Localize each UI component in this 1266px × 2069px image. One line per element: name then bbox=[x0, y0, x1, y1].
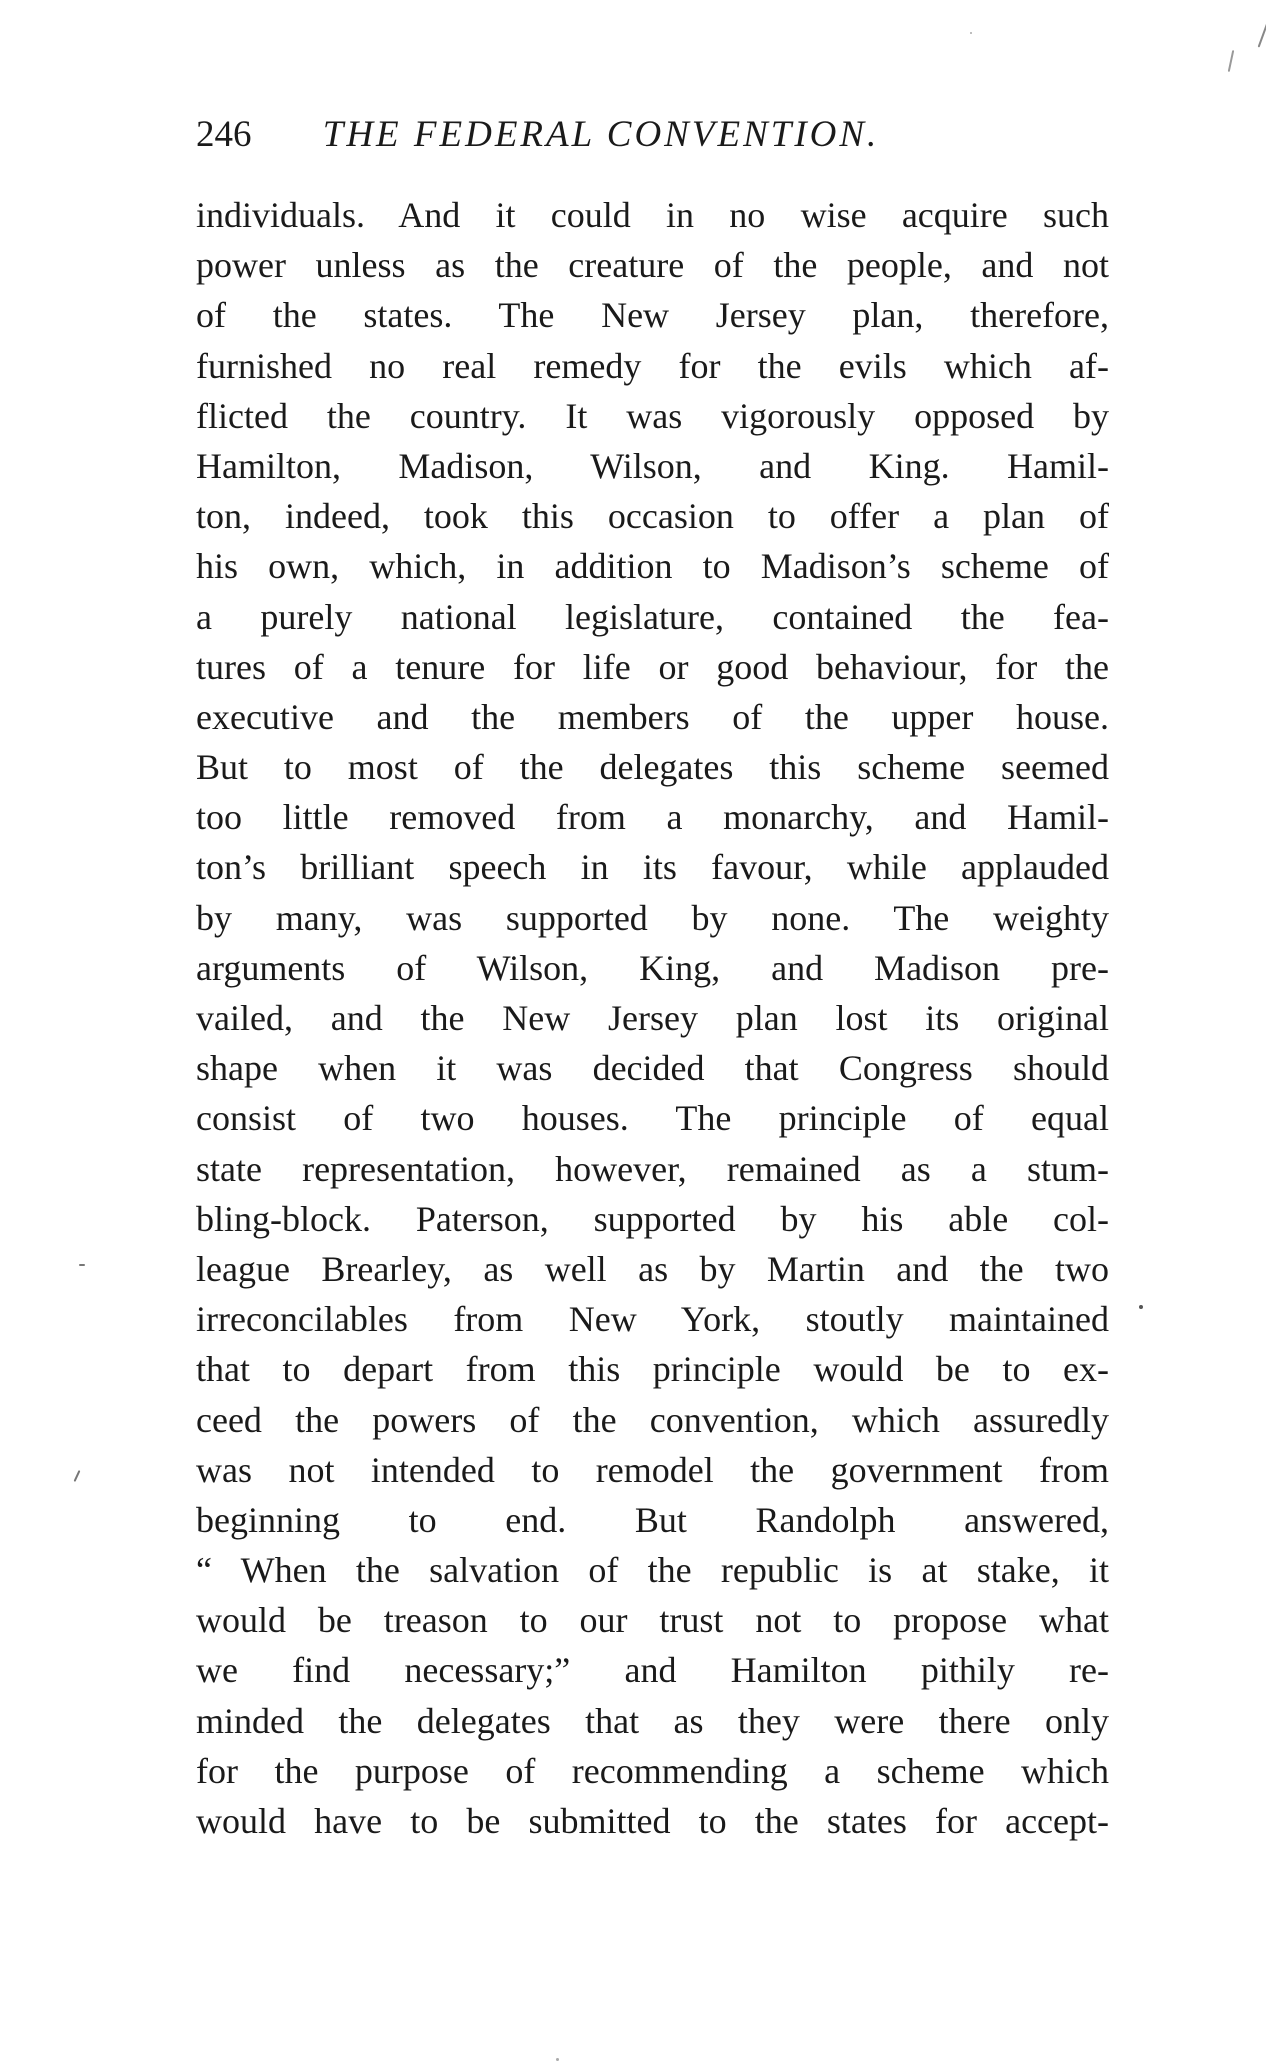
text-line: “ When the salvation of the republic is at stake, it bbox=[196, 1550, 1109, 1591]
text-line: flicted the country. It was vigorously opposed by bbox=[196, 395, 1109, 436]
scan-speck bbox=[1139, 1305, 1143, 1309]
text-line: state representation, however, remained as a stum- bbox=[196, 1148, 1109, 1189]
scan-speck bbox=[556, 2058, 559, 2061]
text-line: irreconcilables from New York, stoutly maintained bbox=[196, 1299, 1109, 1340]
text-line: But to most of the delegates this scheme seemed bbox=[196, 747, 1109, 788]
text-line: would have to be submitted to the states for accept- bbox=[196, 1801, 1109, 1841]
scan-speck bbox=[74, 1470, 81, 1482]
text-line: was not intended to remodel the government from bbox=[196, 1449, 1109, 1490]
text-line: consist of two houses. The principle of equal bbox=[196, 1098, 1109, 1139]
text-line: beginning to end. But Randolph answered, bbox=[196, 1499, 1109, 1540]
text-line: ton, indeed, took this occasion to offer a plan of bbox=[196, 496, 1109, 537]
text-line: shape when it was decided that Congress should bbox=[196, 1048, 1109, 1089]
text-line: ton’s brilliant speech in its favour, while applauded bbox=[196, 847, 1109, 888]
text-line: minded the delegates that as they were there only bbox=[196, 1700, 1109, 1741]
running-head bbox=[196, 110, 1096, 160]
text-line: Hamilton, Madison, Wilson, and King. Hamil- bbox=[196, 445, 1109, 486]
text-line: individuals. And it could in no wise acquire such bbox=[196, 195, 1109, 235]
scan-speck bbox=[1258, 22, 1266, 47]
text-line: we find necessary;” and Hamilton pithily re- bbox=[196, 1650, 1109, 1691]
text-line: ceed the powers of the convention, which assuredly bbox=[196, 1399, 1109, 1440]
text-line: tures of a tenure for life or good behaviour, for the bbox=[196, 646, 1109, 687]
text-line: for the purpose of recommending a scheme which bbox=[196, 1750, 1109, 1791]
body-text bbox=[196, 190, 1109, 1846]
text-line: a purely national legislature, contained the fea- bbox=[196, 596, 1109, 637]
scan-speck bbox=[1228, 50, 1235, 72]
scan-speck bbox=[79, 1264, 85, 1266]
scan-speck bbox=[970, 32, 972, 34]
text-line: too little removed from a monarchy, and Hamil- bbox=[196, 797, 1109, 838]
text-line: power unless as the creature of the people, and not bbox=[196, 245, 1109, 286]
text-line: by many, was supported by none. The weighty bbox=[196, 897, 1109, 938]
text-line: bling-block. Paterson, supported by his able col- bbox=[196, 1198, 1109, 1239]
text-line: his own, which, in addition to Madison’s scheme of bbox=[196, 546, 1109, 587]
text-line: league Brearley, as well as by Martin and the two bbox=[196, 1248, 1109, 1289]
text-line: that to depart from this principle would be to ex- bbox=[196, 1349, 1109, 1390]
page-number: 246 bbox=[196, 114, 252, 155]
text-line: furnished no real remedy for the evils which af- bbox=[196, 345, 1109, 386]
text-line: executive and the members of the upper house. bbox=[196, 696, 1109, 737]
text-line: of the states. The New Jersey plan, therefore, bbox=[196, 295, 1109, 336]
text-line: vailed, and the New Jersey plan lost its original bbox=[196, 998, 1109, 1038]
text-line: would be treason to our trust not to propose what bbox=[196, 1600, 1109, 1641]
running-title: THE FEDERAL CONVENTION. bbox=[322, 114, 880, 155]
text-line: arguments of Wilson, King, and Madison pre- bbox=[196, 947, 1109, 988]
